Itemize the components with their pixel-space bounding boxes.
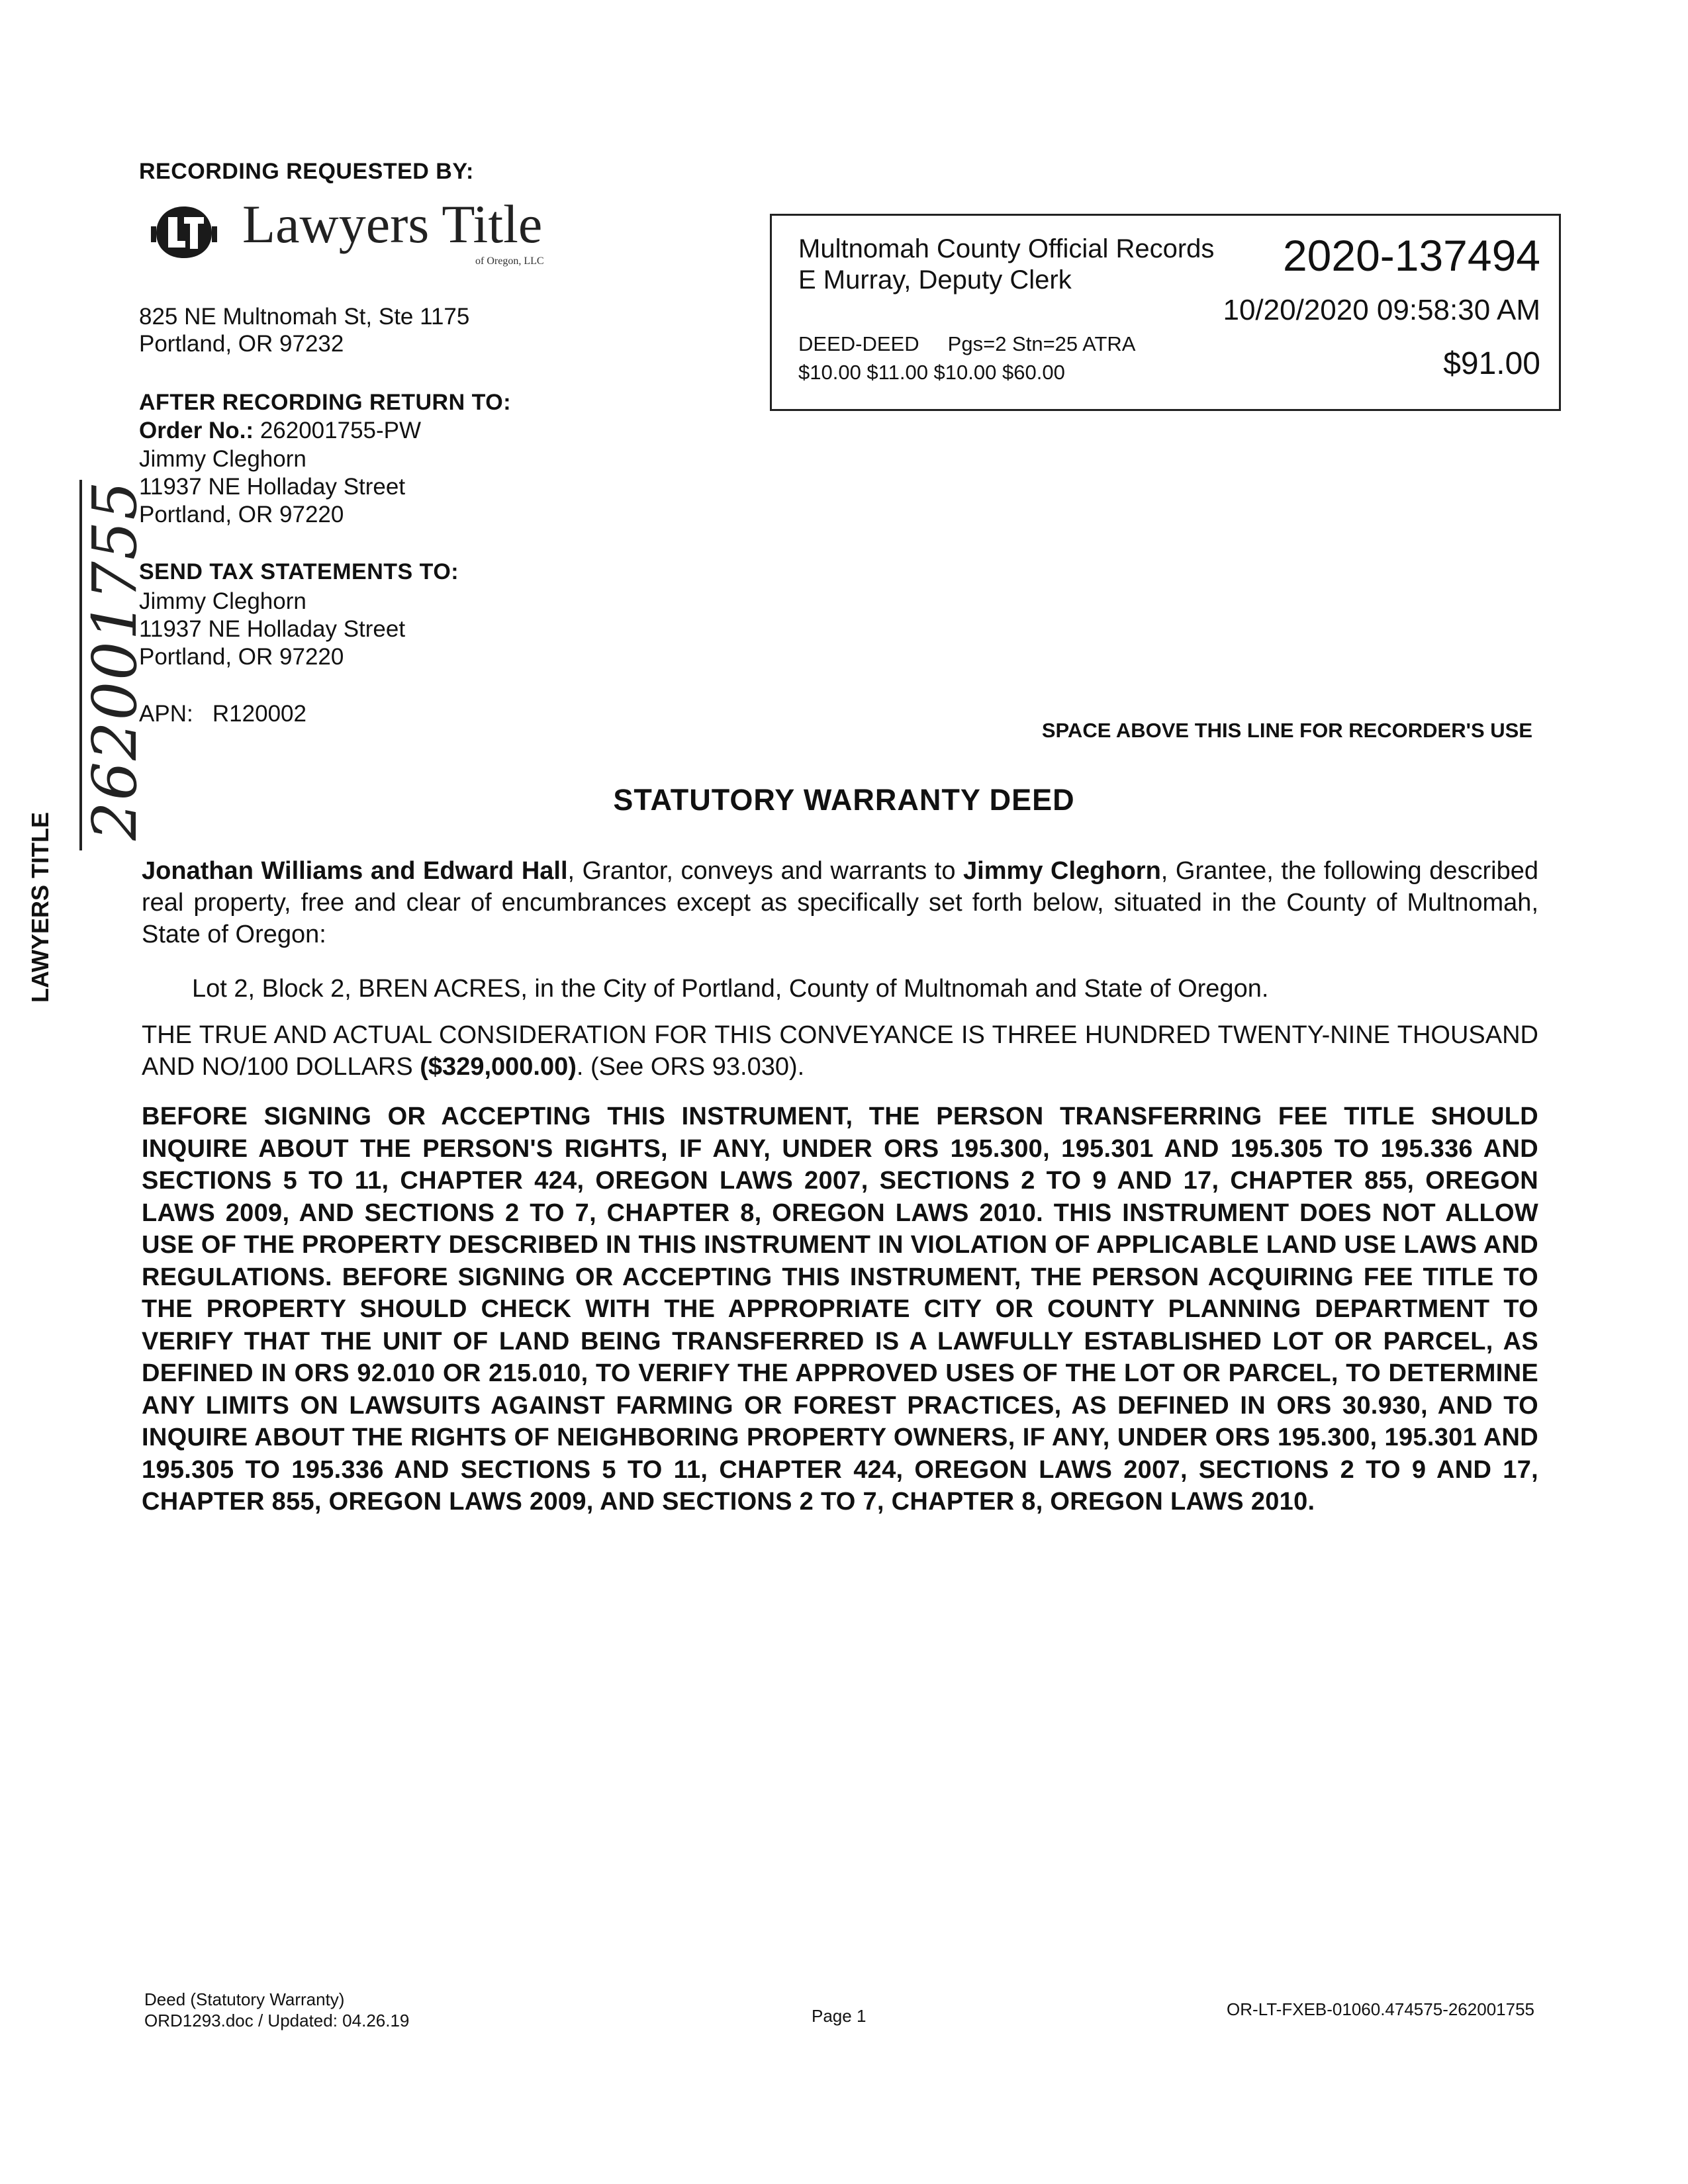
grant-paragraph bbox=[142, 855, 1538, 950]
recorder-clerk: E Murray, Deputy Clerk bbox=[798, 265, 1072, 295]
recorder-stamp-box bbox=[770, 214, 1561, 411]
grantee-rest: , Grantee, the following described real property, free and clear of encumbrances except as specifically set forth below, situated in the County of Multnomah, State of Oregon: bbox=[142, 857, 1538, 948]
return-to-name: Jimmy Cleghorn bbox=[139, 446, 306, 472]
recorder-document-number: 2020-137494 bbox=[1282, 231, 1540, 280]
recorder-use-note: SPACE ABOVE THIS LINE FOR RECORDER'S USE bbox=[1041, 719, 1532, 742]
recording-requested-heading: RECORDING REQUESTED BY: bbox=[139, 159, 474, 184]
return-to-street: 11937 NE Holladay Street bbox=[139, 474, 406, 500]
tax-statements-heading: SEND TAX STATEMENTS TO: bbox=[139, 559, 459, 584]
apn-label: APN: bbox=[139, 701, 193, 727]
order-number-line bbox=[139, 417, 421, 445]
grantee: Jimmy Cleghorn bbox=[963, 857, 1161, 885]
tax-to-city: Portland, OR 97220 bbox=[139, 644, 344, 670]
side-stamp-label: LAWYERS TITLE bbox=[26, 812, 54, 1003]
recorder-county: Multnomah County Official Records bbox=[798, 234, 1215, 263]
footer-form-name: Deed (Statutory Warranty) bbox=[144, 1989, 345, 2009]
recorder-total: $91.00 bbox=[1443, 346, 1540, 381]
order-number-value: 262001755-PW bbox=[259, 418, 422, 443]
return-to-heading: AFTER RECORDING RETURN TO: bbox=[139, 390, 512, 415]
footer-reference: OR-LT-FXEB-01060.474575-262001755 bbox=[1227, 1999, 1534, 2019]
statutory-notice: BEFORE SIGNING OR ACCEPTING THIS INSTRUMENT, THE PERSON TRANSFERRING FEE TITLE SHOULD INQUIRE ABOUT THE PERSON'S RIGHTS, IF ANY, UNDER ORS 195.300, 195.301 AND 195.305 TO 195.336 AND SECTIONS 5 TO 11, CHAPTER 424, OREGON LAWS 2007, SECTIONS 2 TO 9 AND 17, CHAPTER 855, OREGON LAWS 2009, AND SECTIONS 2 TO 7, CHAPTER 8, OREGON LAWS 2010. THIS INSTRUMENT DOES NOT ALLOW USE OF THE PROPERTY DESCRIBED IN THIS INSTRUMENT IN VIOLATION OF APPLICABLE LAND USE LAWS AND REGULATIONS. BEFORE SIGNING OR ACCEPTING THIS INSTRUMENT, THE PERSON ACQUIRING FEE TITLE TO THE PROPERTY SHOULD CHECK WITH THE APPROPRIATE CITY OR COUNTY PLANNING DEPARTMENT TO VERIFY THAT THE UNIT OF LAND BEING TRANSFERRED IS A LAWFULLY ESTABLISHED LOT OR PARCEL, AS DEFINED IN ORS 92.010 OR 215.010, TO VERIFY THE APPROVED USES OF THE LOT OR PARCEL, TO DETERMINE ANY LIMITS ON LAWSUITS AGAINST FARMING OR FOREST PRACTICES, AS DEFINED IN ORS 30.930, AND TO INQUIRE ABOUT THE RIGHTS OF NEIGHBORING PROPERTY OWNERS, IF ANY, UNDER ORS 195.300, 195.301 AND 195.305 TO 195.336 AND SECTIONS 5 TO 11, CHAPTER 424, OREGON LAWS 2007, SECTIONS 2 TO 9 AND 17, CHAPTER 855, OREGON LAWS 2009, AND SECTIONS 2 TO 7, CHAPTER 8, OREGON LAWS 2010. bbox=[142, 1103, 1538, 1516]
requester-address-line2: Portland, OR 97232 bbox=[139, 331, 344, 357]
recorder-datetime: 10/20/2020 09:58:30 AM bbox=[1223, 294, 1540, 326]
requester-address-line1: 825 NE Multnomah St, Ste 1175 bbox=[139, 304, 470, 330]
document-title: STATUTORY WARRANTY DEED bbox=[613, 783, 1075, 817]
lawyers-title-logo bbox=[151, 194, 544, 270]
lawyers-title-logo-icon bbox=[151, 203, 217, 262]
logo-name: Lawyers Title bbox=[242, 194, 543, 254]
tax-to-street: 11937 NE Holladay Street bbox=[139, 616, 406, 642]
recorder-pages: Pgs=2 Stn=25 ATRA bbox=[947, 332, 1136, 355]
return-to-city: Portland, OR 97220 bbox=[139, 502, 344, 527]
apn-line bbox=[139, 700, 306, 728]
recorder-doc-type bbox=[798, 332, 1135, 357]
side-stamp-handwritten: 262001755 bbox=[79, 480, 150, 841]
conveys-text: , Grantor, conveys and warrants to bbox=[567, 857, 964, 885]
recorder-doc-type-value: DEED-DEED bbox=[798, 332, 919, 355]
grantors: Jonathan Williams and Edward Hall bbox=[142, 857, 568, 885]
order-number-label: Order No.: bbox=[139, 418, 254, 443]
footer-form-file: ORD1293.doc / Updated: 04.26.19 bbox=[144, 2011, 410, 2030]
consideration-amount: ($329,000.00) bbox=[420, 1053, 577, 1081]
consideration-text: THE TRUE AND ACTUAL CONSIDERATION FOR THIS CONVEYANCE IS THREE HUNDRED TWENTY-NINE THOUSAND AND NO/100 DOLLARS bbox=[142, 1021, 1538, 1081]
footer-page-number: Page 1 bbox=[812, 2006, 867, 2026]
logo-subtitle: of Oregon, LLC bbox=[475, 255, 544, 267]
consideration-paragraph bbox=[142, 1019, 1538, 1083]
consideration-ref: . (See ORS 93.030). bbox=[576, 1053, 805, 1081]
legal-description: Lot 2, Block 2, BREN ACRES, in the City of Portland, County of Multnomah and State of Oregon. bbox=[192, 975, 1269, 1003]
apn-value: R120002 bbox=[212, 701, 306, 727]
recorder-fees: $10.00 $11.00 $10.00 $60.00 bbox=[798, 361, 1065, 384]
tax-to-name: Jimmy Cleghorn bbox=[139, 588, 306, 614]
